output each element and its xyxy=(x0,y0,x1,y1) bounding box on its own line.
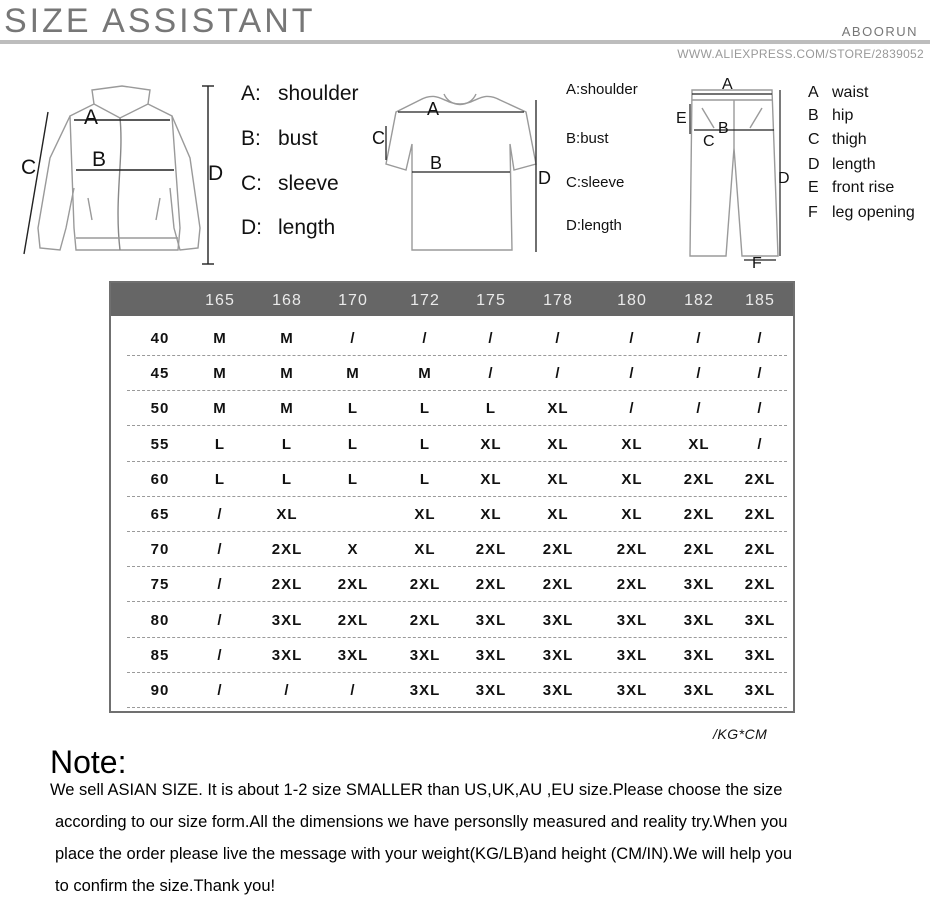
legend-key: C: xyxy=(566,174,581,191)
size-cell: M xyxy=(280,365,294,383)
size-cell: 3XL xyxy=(616,646,648,664)
jacket-mark-c: C xyxy=(21,156,37,179)
note-line: place the order please live the message with your weight(KG/LB)and height (CM/IN).We will help you xyxy=(55,845,793,863)
legend-label: length xyxy=(832,156,876,173)
size-cell: M xyxy=(280,330,294,347)
table-row xyxy=(127,461,787,497)
weight-label: 85 xyxy=(150,646,170,664)
legend-label: bust xyxy=(580,130,609,147)
size-cell: 2XL xyxy=(683,541,715,559)
size-cell: / xyxy=(217,682,223,699)
size-cell: XL xyxy=(480,506,502,523)
size-cell: 2XL xyxy=(271,541,303,559)
size-table xyxy=(109,281,795,713)
table-row xyxy=(127,637,787,673)
legend-key: A: xyxy=(241,82,261,105)
size-cell: 2XL xyxy=(683,506,715,523)
size-cell: / xyxy=(488,365,494,383)
weight-label: 55 xyxy=(150,435,170,453)
tshirt-legend-c xyxy=(566,174,624,191)
weight-label: 60 xyxy=(150,470,170,488)
weight-label: 90 xyxy=(150,682,170,699)
size-cell: M xyxy=(213,365,227,383)
header-divider xyxy=(0,40,930,44)
weight-label: 70 xyxy=(150,541,170,559)
size-cell: M xyxy=(418,365,432,383)
size-cell: 2XL xyxy=(475,541,507,559)
size-cell: / xyxy=(422,330,428,347)
size-cell: 2XL xyxy=(271,576,303,594)
legend-label: length xyxy=(581,217,622,234)
size-cell: L xyxy=(347,400,359,418)
size-cell: 2XL xyxy=(337,611,369,629)
size-cell: 3XL xyxy=(271,646,303,664)
size-cell: 2XL xyxy=(744,470,776,488)
legend-key: C: xyxy=(241,172,262,195)
size-cell: XL xyxy=(688,435,710,453)
size-cell: 3XL xyxy=(271,611,303,629)
size-cell: L xyxy=(347,435,359,453)
legend-label: thigh xyxy=(832,131,867,148)
height-header: 170 xyxy=(338,292,368,309)
size-cell: XL xyxy=(480,470,502,488)
size-cell: M xyxy=(213,330,227,347)
store-url: WWW.ALIEXPRESS.COM/STORE/2839052 xyxy=(677,47,924,61)
size-cell: 2XL xyxy=(409,576,441,594)
weight-label: 65 xyxy=(150,506,170,523)
size-cell: L xyxy=(419,470,431,488)
jacket-mark-a: A xyxy=(84,106,99,129)
size-cell: XL xyxy=(547,435,569,453)
legend-key: A xyxy=(808,84,819,101)
pants-mark-f: F xyxy=(752,255,762,272)
size-cell: 3XL xyxy=(616,682,648,699)
page-title: SIZE ASSISTANT xyxy=(4,2,316,40)
size-cell: L xyxy=(485,400,497,418)
legend-label: shoulder xyxy=(580,81,638,98)
size-cell: 3XL xyxy=(409,682,441,699)
size-cell: / xyxy=(217,506,223,523)
legend-label: front rise xyxy=(832,179,895,196)
jacket-mark-b: B xyxy=(92,148,107,171)
size-cell: / xyxy=(217,541,223,559)
size-cell: L xyxy=(214,435,226,453)
jacket-legend-a xyxy=(241,82,359,106)
size-cell: 3XL xyxy=(683,576,715,594)
size-cell: 3XL xyxy=(744,682,776,699)
height-header: 182 xyxy=(684,292,714,309)
weight-label: 50 xyxy=(150,400,170,418)
legend-label: bust xyxy=(278,127,318,150)
legend-key: C xyxy=(808,131,820,148)
pants-legend-d xyxy=(808,156,876,174)
pants-mark-b: B xyxy=(718,120,729,137)
legend-label: sleeve xyxy=(581,174,625,191)
tshirt-diagram xyxy=(380,82,560,262)
size-cell: L xyxy=(281,435,293,453)
size-cell: / xyxy=(555,330,561,347)
size-cell: / xyxy=(217,646,223,664)
size-cell: / xyxy=(217,576,223,594)
size-cell: / xyxy=(696,400,702,418)
size-cell: / xyxy=(629,400,635,418)
legend-key: F xyxy=(808,204,818,221)
size-cell: / xyxy=(696,330,702,347)
size-cell: L xyxy=(281,470,293,488)
size-cell: / xyxy=(555,365,561,383)
size-cell: L xyxy=(214,470,226,488)
size-cell: 2XL xyxy=(744,506,776,523)
table-row xyxy=(127,566,787,602)
size-cell: / xyxy=(284,682,290,699)
legend-key: D: xyxy=(241,216,262,239)
size-cell: / xyxy=(757,365,763,383)
legend-key: A: xyxy=(566,81,581,98)
legend-key: B: xyxy=(566,130,581,147)
size-cell: XL xyxy=(480,435,502,453)
tshirt-legend-d xyxy=(566,217,622,234)
size-cell: 3XL xyxy=(683,646,715,664)
size-cell: XL xyxy=(547,400,569,418)
size-cell: / xyxy=(350,330,356,347)
size-cell: / xyxy=(350,682,356,699)
size-cell: / xyxy=(629,330,635,347)
size-table-header xyxy=(111,283,793,316)
pants-mark-d: D xyxy=(778,170,790,187)
table-row xyxy=(127,426,787,462)
size-cell: L xyxy=(419,400,431,418)
legend-label: length xyxy=(278,216,336,239)
size-cell: XL xyxy=(621,435,643,453)
size-cell: 2XL xyxy=(616,576,648,594)
size-cell: 3XL xyxy=(475,646,507,664)
size-cell: / xyxy=(696,365,702,383)
size-cell: XL xyxy=(621,470,643,488)
size-cell: XL xyxy=(414,541,436,559)
table-row xyxy=(127,531,787,567)
size-cell: XL xyxy=(547,506,569,523)
jacket-legend-d xyxy=(241,216,335,240)
note-line: We sell ASIAN SIZE. It is about 1-2 size SMALLER than US,UK,AU ,EU size.Please choose the size xyxy=(50,781,783,799)
size-cell: 2XL xyxy=(542,576,574,594)
pants-mark-e: E xyxy=(676,110,687,127)
size-cell: 2XL xyxy=(744,576,776,594)
height-header: 172 xyxy=(410,292,440,309)
size-cell: XL xyxy=(547,470,569,488)
legend-label: waist xyxy=(832,84,869,101)
jacket-mark-d: D xyxy=(208,162,224,185)
size-cell: / xyxy=(629,365,635,383)
jacket-legend-c xyxy=(241,172,339,196)
legend-key: D xyxy=(808,156,820,173)
size-cell: L xyxy=(419,435,431,453)
size-cell: 3XL xyxy=(683,611,715,629)
pants-legend-f xyxy=(808,204,915,222)
jacket-legend-b xyxy=(241,127,318,151)
table-row xyxy=(127,320,787,356)
height-header: 180 xyxy=(617,292,647,309)
size-cell: X xyxy=(347,541,359,559)
height-header: 178 xyxy=(543,292,573,309)
height-header: 168 xyxy=(272,292,302,309)
legend-key: B xyxy=(808,107,819,124)
pants-legend-a xyxy=(808,84,868,102)
size-cell: 2XL xyxy=(683,470,715,488)
tshirt-legend-a xyxy=(566,81,638,98)
size-cell: / xyxy=(757,400,763,418)
height-header: 175 xyxy=(476,292,506,309)
legend-key: B: xyxy=(241,127,261,150)
table-row xyxy=(127,496,787,532)
table-row xyxy=(127,355,787,391)
height-header: 185 xyxy=(745,292,775,309)
size-cell: 3XL xyxy=(337,646,369,664)
size-cell: 3XL xyxy=(744,646,776,664)
size-cell: M xyxy=(280,400,294,418)
size-cell: 3XL xyxy=(542,611,574,629)
tshirt-mark-d: D xyxy=(538,168,551,188)
size-cell: / xyxy=(757,330,763,347)
pants-legend-c xyxy=(808,131,867,149)
size-cell: / xyxy=(757,435,763,453)
weight-label: 45 xyxy=(150,365,170,383)
note-line: to confirm the size.Thank you! xyxy=(55,877,276,895)
size-cell: XL xyxy=(621,506,643,523)
size-cell: M xyxy=(346,365,360,383)
size-cell: 2XL xyxy=(475,576,507,594)
tshirt-mark-c: C xyxy=(372,128,385,148)
legend-key: E xyxy=(808,179,819,196)
table-row xyxy=(127,672,787,708)
size-cell: 3XL xyxy=(542,682,574,699)
brand-name: ABOORUN xyxy=(841,24,918,39)
size-cell: 3XL xyxy=(683,682,715,699)
weight-label: 80 xyxy=(150,611,170,629)
size-cell: 2XL xyxy=(616,541,648,559)
weight-label: 75 xyxy=(150,576,170,594)
size-cell: M xyxy=(213,400,227,418)
size-cell: 3XL xyxy=(542,646,574,664)
size-cell: 3XL xyxy=(475,611,507,629)
pants-legend-e xyxy=(808,179,894,197)
size-cell: 3XL xyxy=(409,646,441,664)
size-cell: XL xyxy=(414,506,436,523)
table-row xyxy=(127,390,787,426)
tshirt-mark-a: A xyxy=(427,99,440,119)
weight-label: 40 xyxy=(150,330,170,347)
size-cell: 3XL xyxy=(475,682,507,699)
size-cell: 2XL xyxy=(744,541,776,559)
legend-label: shoulder xyxy=(278,82,359,105)
tshirt-mark-b: B xyxy=(430,153,443,173)
legend-label: hip xyxy=(832,107,854,124)
legend-label: sleeve xyxy=(278,172,339,195)
size-cell: XL xyxy=(276,506,298,523)
size-cell: L xyxy=(347,470,359,488)
pants-mark-a: A xyxy=(722,76,733,93)
size-cell: / xyxy=(488,330,494,347)
tshirt-legend-b xyxy=(566,130,609,147)
pants-mark-c: C xyxy=(703,133,715,150)
size-cell: 3XL xyxy=(744,611,776,629)
height-header: 165 xyxy=(205,292,235,309)
size-cell: 3XL xyxy=(616,611,648,629)
unit-label: /KG*CM xyxy=(713,726,768,742)
size-cell: / xyxy=(217,611,223,629)
table-row xyxy=(127,602,787,638)
legend-label: leg opening xyxy=(832,204,915,221)
size-cell: 2XL xyxy=(409,611,441,629)
note-title: Note: xyxy=(50,744,127,780)
legend-key: D: xyxy=(566,217,581,234)
note-line: according to our size form.All the dimensions we have personslly measured and reality try.When you xyxy=(55,813,788,831)
pants-legend-b xyxy=(808,107,853,125)
size-cell: 2XL xyxy=(337,576,369,594)
jacket-diagram xyxy=(14,78,224,268)
size-cell: 2XL xyxy=(542,541,574,559)
